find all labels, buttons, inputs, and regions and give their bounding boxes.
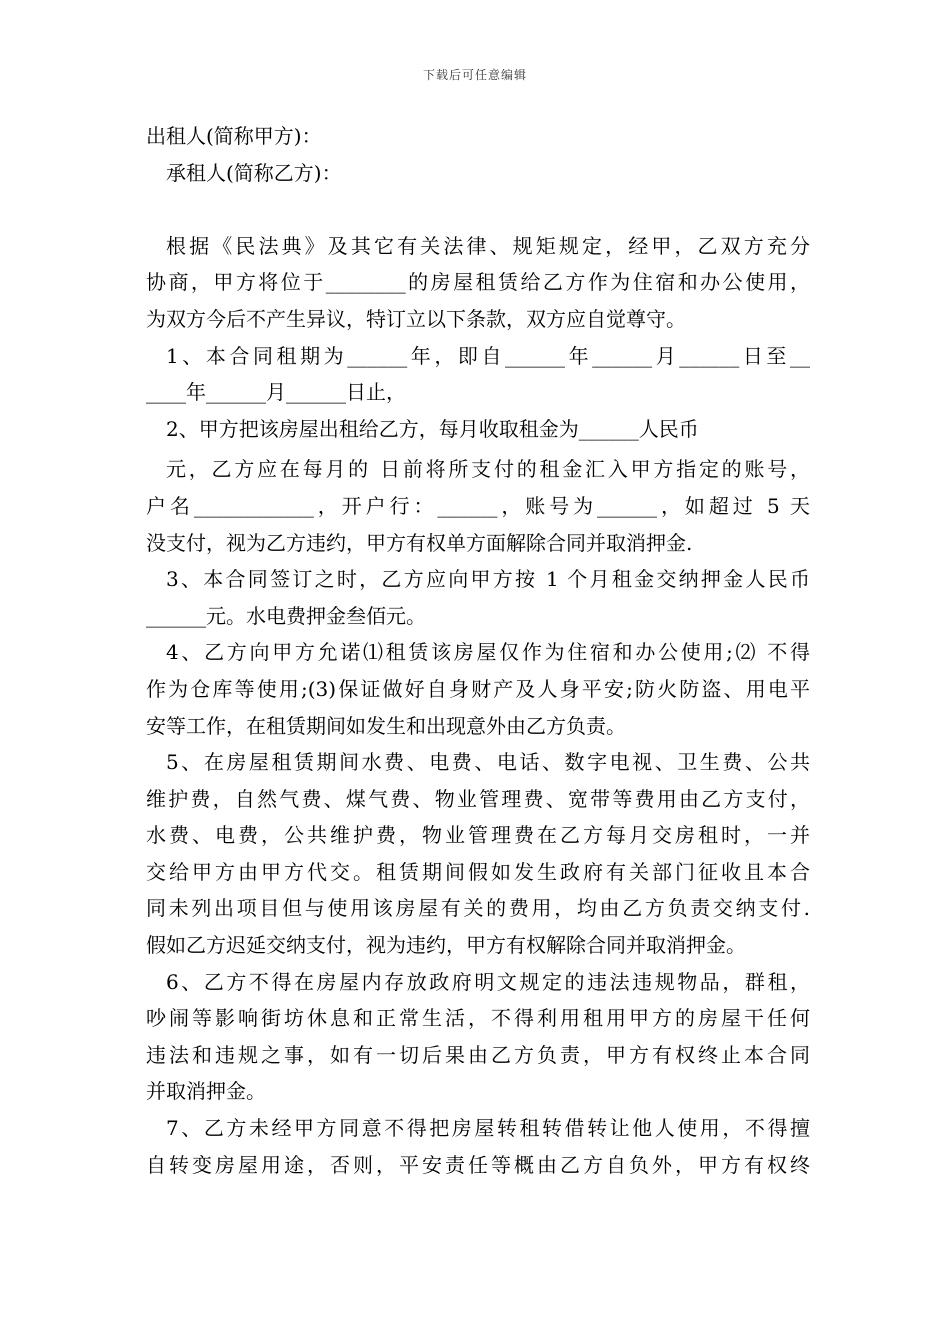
text-line: 自转变房屋用途，否则，平安责任等概由乙方自负外，甲方有权终 bbox=[146, 1152, 810, 1177]
text-line: 2、甲方把该房屋出租给乙方，每月收取租金为______人民币 bbox=[166, 416, 699, 441]
text-line: 为双方今后不产生异议，特订立以下条款，双方应自觉尊守。 bbox=[146, 306, 686, 331]
text-line: 吵闹等影响街坊休息和正常生活，不得利用租用甲方的房屋干任何 bbox=[146, 1006, 810, 1031]
text-line: 同未列出项目但与使用该房屋有关的费用，均由乙方负责交纳支付. bbox=[146, 896, 810, 921]
text-line: 元，乙方应在每月的 日前将所支付的租金汇入甲方指定的账号， bbox=[166, 457, 810, 482]
text-line: 户名____________，开户行：______，账号为______，如超过 5 天 bbox=[146, 493, 810, 518]
text-line: 5、在房屋租赁期间水费、电费、电话、数字电视、卫生费、公共 bbox=[166, 750, 810, 775]
document-body bbox=[146, 118, 810, 1183]
text-line: 3、本合同签订之时，乙方应向甲方按 1 个月租金交纳押金人民币 bbox=[166, 567, 810, 592]
text-line: 根据《民法典》及其它有关法律、规矩规定，经甲，乙双方充分 bbox=[166, 233, 810, 258]
blank-line bbox=[146, 191, 810, 228]
text-line: ______元。水电费押金叁佰元。 bbox=[146, 603, 426, 628]
text-line: 水费、电费，公共维护费，物业管理费在乙方每月交房租时，一并 bbox=[146, 823, 810, 848]
lessor-line: 出租人(简称甲方)： bbox=[146, 124, 322, 148]
text-line: 作为仓库等使用;(3)保证做好自身财产及人身平安;防火防盗、用电平 bbox=[146, 676, 810, 701]
text-line: 维护费，自然气费、煤气费、物业管理费、宽带等费用由乙方支付， bbox=[146, 786, 810, 811]
text-line: 违法和违规之事，如有一切后果由乙方负责，甲方有权终止本合同 bbox=[146, 1042, 810, 1067]
text-line: 没支付，视为乙方违约，甲方有权单方面解除合同并取消押金. bbox=[146, 530, 693, 555]
text-line: 7、乙方未经甲方同意不得把房屋转租转借转让他人使用，不得擅 bbox=[166, 1116, 810, 1141]
text-line: 交给甲方由甲方代交。租赁期间假如发生政府有关部门征收且本合 bbox=[146, 859, 810, 884]
page-header: 下载后可任意编辑 bbox=[422, 68, 527, 82]
text-line: 并取消押金。 bbox=[146, 1079, 266, 1104]
text-line: 假如乙方迟延交纳支付，视为违约，甲方有权解除合同并取消押金。 bbox=[146, 933, 746, 958]
text-line: 安等工作，在租赁期间如发生和出现意外由乙方负责。 bbox=[146, 713, 626, 738]
text-line: 1、本合同租期为______年，即自______年______月______日至__ bbox=[166, 343, 810, 368]
text-line: 4、乙方向甲方允诺⑴租赁该房屋仅作为住宿和办公使用;⑵ 不得 bbox=[166, 640, 810, 665]
lessee-line: 承租人(简称乙方)： bbox=[166, 160, 342, 185]
text-line: ____年______月______日止， bbox=[146, 380, 406, 405]
text-line: 协商，甲方将位于________的房屋租赁给乙方作为住宿和办公使用， bbox=[146, 270, 810, 295]
text-line: 6、乙方不得在房屋内存放政府明文规定的违法违规物品，群租， bbox=[166, 969, 810, 994]
